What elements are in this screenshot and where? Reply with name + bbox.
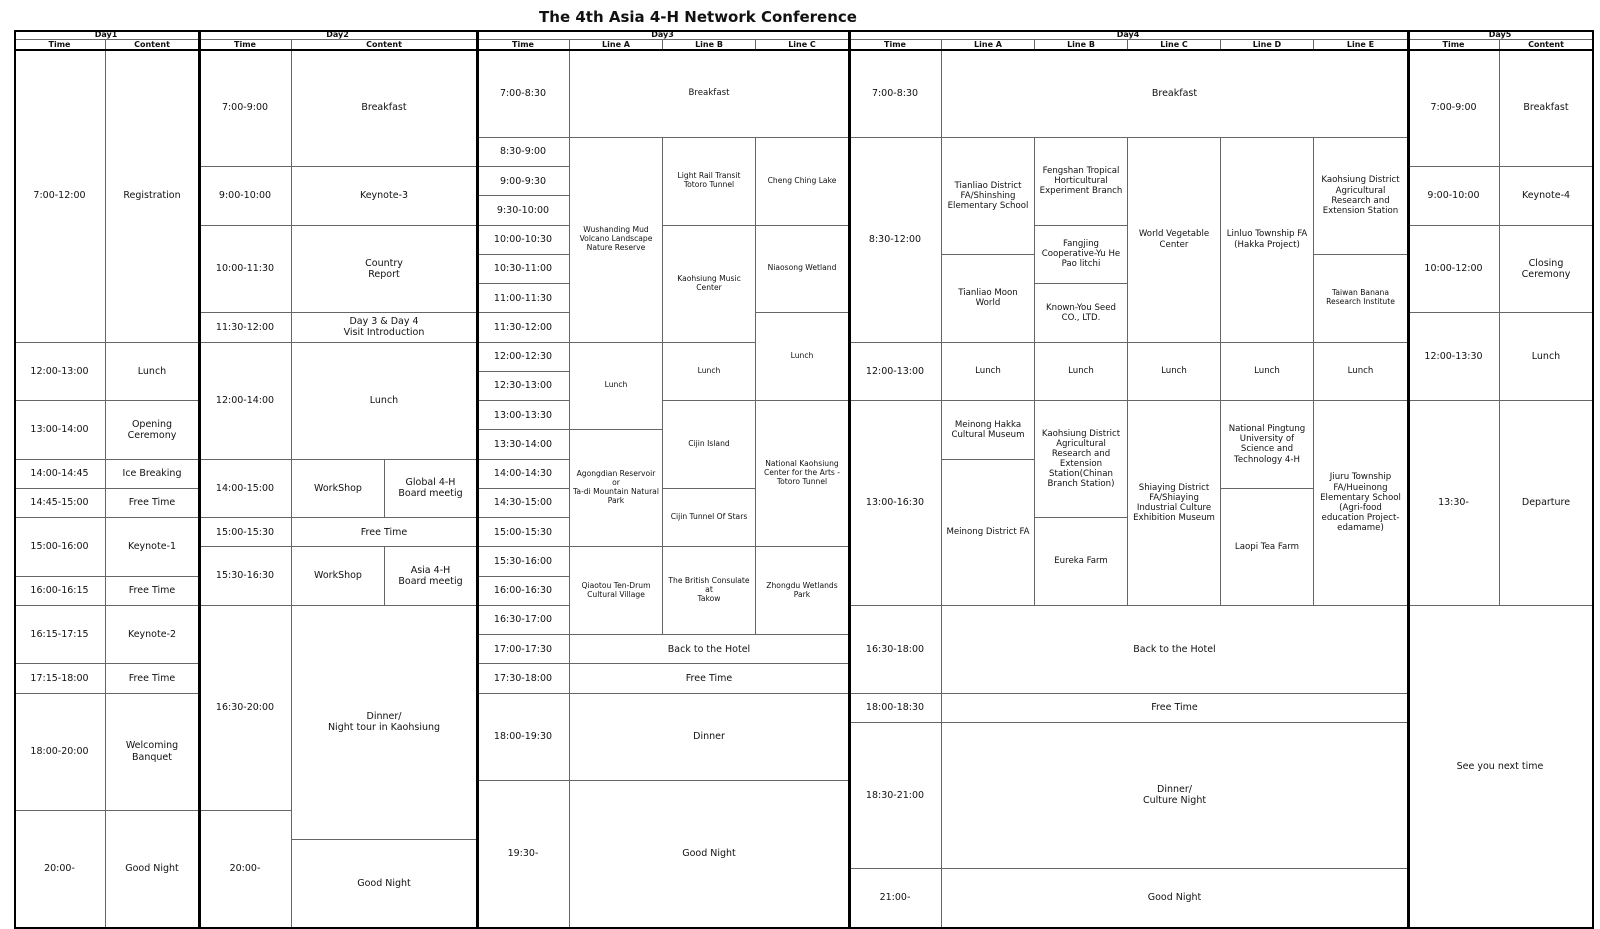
day1-time: 16:15-17:15 <box>14 606 106 665</box>
day4-time: 7:00-8:30 <box>849 50 942 138</box>
day4-line-a: Lunch <box>942 343 1035 402</box>
day4-line-b: Eureka Farm <box>1035 518 1128 606</box>
day5-content: Closing Ceremony <box>1500 226 1593 314</box>
day4-line-a: Tianliao Moon World <box>942 255 1035 343</box>
day1-content: Welcoming Banquet <box>106 694 199 811</box>
day2-content: WorkShop <box>292 460 385 519</box>
day4-line-e: Kaohsiung District Agricultural Research and Extension Station <box>1314 138 1408 255</box>
day2-content: Day 3 & Day 4 Visit Introduction <box>292 313 477 342</box>
day-block-frame-day1 <box>14 30 200 929</box>
day3-dinner: Dinner <box>570 694 849 782</box>
day1-content: Free Time <box>106 577 199 606</box>
day2-time: 12:00-14:00 <box>199 343 292 460</box>
day3-time: 14:00-14:30 <box>477 460 570 489</box>
day-block-frame-day3 <box>477 30 850 929</box>
day2-time: 11:30-12:00 <box>199 313 292 342</box>
day3-breakfast: Breakfast <box>570 50 849 138</box>
day1-time: 15:00-16:00 <box>14 518 106 577</box>
day4-free-time: Free Time <box>942 694 1408 723</box>
day5-time: 7:00-9:00 <box>1408 50 1500 167</box>
col-header-line-a: Line A <box>942 40 1035 50</box>
day2-content: Asia 4-H Board meetig <box>385 547 477 606</box>
day2-content: WorkShop <box>292 547 385 606</box>
col-header-time: Time <box>14 40 106 50</box>
day3-line-b: Kaohsiung Music Center <box>663 226 756 343</box>
day4-line-a: Tianliao District FA/Shinshing Elementary School <box>942 138 1035 255</box>
day3-line-c: Lunch <box>756 313 849 401</box>
day1-content: Registration <box>106 50 199 343</box>
col-header-content: Content <box>106 40 199 50</box>
day1-content: Lunch <box>106 343 199 402</box>
day5-content: Breakfast <box>1500 50 1593 167</box>
day3-time: 8:30-9:00 <box>477 138 570 167</box>
day3-time: 15:00-15:30 <box>477 518 570 547</box>
day2-time: 15:00-15:30 <box>199 518 292 547</box>
day2-time: 16:30-20:00 <box>199 606 292 811</box>
day4-line-e: Lunch <box>1314 343 1408 402</box>
day3-line-b: Light Rail Transit Totoro Tunnel <box>663 138 756 226</box>
col-header-content: Content <box>292 40 477 50</box>
day4-time: 13:00-16:30 <box>849 401 942 606</box>
header-divider <box>849 49 1409 51</box>
day5-time: 10:00-12:00 <box>1408 226 1500 314</box>
day1-content: Opening Ceremony <box>106 401 199 460</box>
day4-line-e: Jiuru Township FA/Hueinong Elementary School (Agri-food education Project- edamame) <box>1314 401 1408 606</box>
col-header-time: Time <box>199 40 292 50</box>
col-header-time: Time <box>477 40 570 50</box>
day1-time: 12:00-13:00 <box>14 343 106 402</box>
day4-time: 18:00-18:30 <box>849 694 942 723</box>
day3-line-c: National Kaohsiung Center for the Arts - Totoro Tunnel <box>756 401 849 547</box>
day1-time: 13:00-14:00 <box>14 401 106 460</box>
day-block-frame-day5 <box>1408 30 1594 929</box>
day3-line-c: Niaosong Wetland <box>756 226 849 314</box>
day4-line-b: Lunch <box>1035 343 1128 402</box>
day3-line-c: Cheng Ching Lake <box>756 138 849 226</box>
day1-time: 14:45-15:00 <box>14 489 106 518</box>
day3-time: 18:00-19:30 <box>477 694 570 782</box>
day2-time: 9:00-10:00 <box>199 167 292 226</box>
day4-line-e: Taiwan Banana Research Institute <box>1314 255 1408 343</box>
day4-time: 12:00-13:00 <box>849 343 942 402</box>
day4-line-c: Lunch <box>1128 343 1221 402</box>
day3-time: 9:30-10:00 <box>477 196 570 225</box>
day2-content: Good Night <box>292 840 477 928</box>
col-header-line-e: Line E <box>1314 40 1408 50</box>
day2-time: 20:00- <box>199 811 292 928</box>
day3-time: 17:30-18:00 <box>477 664 570 693</box>
col-header-line-b: Line B <box>663 40 756 50</box>
day3-time: 10:30-11:00 <box>477 255 570 284</box>
day5-content: Departure <box>1500 401 1593 606</box>
day3-line-b: Lunch <box>663 343 756 402</box>
day1-content: Ice Breaking <box>106 460 199 489</box>
day3-time: 7:00-8:30 <box>477 50 570 138</box>
day4-time: 8:30-12:00 <box>849 138 942 343</box>
day4-line-a: Meinong District FA <box>942 460 1035 606</box>
col-header-content: Content <box>1500 40 1593 50</box>
day3-line-a: Qiaotou Ten-Drum Cultural Village <box>570 547 663 635</box>
col-header-line-b: Line B <box>1035 40 1128 50</box>
day4-line-d: Laopi Tea Farm <box>1221 489 1314 606</box>
day5-content: Lunch <box>1500 313 1593 401</box>
day3-time: 12:30-13:00 <box>477 372 570 401</box>
day2-time: 15:30-16:30 <box>199 547 292 606</box>
day5-farewell: See you next time <box>1408 606 1593 928</box>
day1-content: Free Time <box>106 489 199 518</box>
day2-content: Lunch <box>292 343 477 460</box>
day3-time: 19:30- <box>477 781 570 927</box>
day1-time: 20:00- <box>14 811 106 928</box>
day2-time: 10:00-11:30 <box>199 226 292 314</box>
day-header-day2: Day2 <box>199 30 477 40</box>
col-header-time: Time <box>1408 40 1500 50</box>
day4-back-hotel: Back to the Hotel <box>942 606 1408 694</box>
day4-line-b: Fangjing Cooperative-Yu He Pao litchi <box>1035 226 1128 285</box>
day3-time: 17:00-17:30 <box>477 635 570 664</box>
col-header-line-c: Line C <box>1128 40 1221 50</box>
day4-line-c: World Vegetable Center <box>1128 138 1221 343</box>
day3-line-b: The British Consulate at Takow <box>663 547 756 635</box>
day5-time: 12:00-13:30 <box>1408 313 1500 401</box>
day4-line-a: Meinong Hakka Cultural Museum <box>942 401 1035 460</box>
day4-line-d: Linluo Township FA (Hakka Project) <box>1221 138 1314 343</box>
day1-content: Free Time <box>106 664 199 693</box>
day2-content: Global 4-H Board meetig <box>385 460 477 519</box>
day1-time: 7:00-12:00 <box>14 50 106 343</box>
day3-line-b: Cijin Island <box>663 401 756 489</box>
col-header-line-c: Line C <box>756 40 849 50</box>
day3-line-a: Lunch <box>570 343 663 431</box>
day1-content: Keynote-1 <box>106 518 199 577</box>
day1-time: 17:15-18:00 <box>14 664 106 693</box>
day-header-day1: Day1 <box>14 30 199 40</box>
day3-line-a: Agongdian Reservoir or Ta-di Mountain Natural Park <box>570 430 663 547</box>
col-header-time: Time <box>849 40 942 50</box>
day4-dinner: Dinner/ Culture Night <box>942 723 1408 869</box>
day4-line-c: Shiaying District FA/Shiaying Industrial Culture Exhibition Museum <box>1128 401 1221 606</box>
day2-time: 7:00-9:00 <box>199 50 292 167</box>
day-header-day3: Day3 <box>477 30 849 40</box>
day-header-day5: Day5 <box>1408 30 1593 40</box>
day1-content: Keynote-2 <box>106 606 199 665</box>
col-header-line-d: Line D <box>1221 40 1314 50</box>
day4-line-d: National Pingtung University of Science and Technology 4-H <box>1221 401 1314 489</box>
day2-content: Dinner/ Night tour in Kaohsiung <box>292 606 477 840</box>
day4-good-night: Good Night <box>942 869 1408 928</box>
day2-content: Breakfast <box>292 50 477 167</box>
day3-time: 12:00-12:30 <box>477 343 570 372</box>
header-divider <box>477 49 850 51</box>
day3-line-b: Cijin Tunnel Of Stars <box>663 489 756 548</box>
day3-line-c: Zhongdu Wetlands Park <box>756 547 849 635</box>
day1-time: 16:00-16:15 <box>14 577 106 606</box>
day3-time: 14:30-15:00 <box>477 489 570 518</box>
day4-line-b: Fengshan Tropical Horticultural Experiment Branch <box>1035 138 1128 226</box>
day3-free-time: Free Time <box>570 664 849 693</box>
day3-time: 16:00-16:30 <box>477 577 570 606</box>
day5-content: Keynote-4 <box>1500 167 1593 226</box>
day3-time: 13:30-14:00 <box>477 430 570 459</box>
day1-content: Good Night <box>106 811 199 928</box>
day-header-day4: Day4 <box>849 30 1408 40</box>
day3-time: 15:30-16:00 <box>477 547 570 576</box>
day2-time: 14:00-15:00 <box>199 460 292 519</box>
day3-time: 10:00-10:30 <box>477 226 570 255</box>
header-divider <box>199 49 478 51</box>
day3-time: 16:30-17:00 <box>477 606 570 635</box>
day2-content: Free Time <box>292 518 477 547</box>
day3-line-a: Wushanding Mud Volcano Landscape Nature Reserve <box>570 138 663 343</box>
day4-time: 21:00- <box>849 869 942 928</box>
day-block-frame-day2 <box>199 30 478 929</box>
day1-time: 18:00-20:00 <box>14 694 106 811</box>
day4-time: 18:30-21:00 <box>849 723 942 869</box>
header-divider <box>1408 49 1594 51</box>
day2-content: Country Report <box>292 226 477 314</box>
col-header-line-a: Line A <box>570 40 663 50</box>
day4-line-b: Kaohsiung District Agricultural Research and Extension Station(Chinan Branch Station) <box>1035 401 1128 518</box>
day5-time: 9:00-10:00 <box>1408 167 1500 226</box>
day1-time: 14:00-14:45 <box>14 460 106 489</box>
day4-breakfast: Breakfast <box>942 50 1408 138</box>
page-title: The 4th Asia 4-H Network Conference <box>539 8 857 26</box>
day5-time: 13:30- <box>1408 401 1500 606</box>
day4-line-d: Lunch <box>1221 343 1314 402</box>
header-divider <box>14 49 200 51</box>
day-block-frame-day4 <box>849 30 1409 929</box>
day2-content: Keynote-3 <box>292 167 477 226</box>
day3-back-hotel: Back to the Hotel <box>570 635 849 664</box>
day4-line-b: Known-You Seed CO., LTD. <box>1035 284 1128 343</box>
day3-time: 9:00-9:30 <box>477 167 570 196</box>
day3-good-night: Good Night <box>570 781 849 927</box>
day3-time: 11:30-12:00 <box>477 313 570 342</box>
day3-time: 11:00-11:30 <box>477 284 570 313</box>
day3-time: 13:00-13:30 <box>477 401 570 430</box>
day4-time: 16:30-18:00 <box>849 606 942 694</box>
